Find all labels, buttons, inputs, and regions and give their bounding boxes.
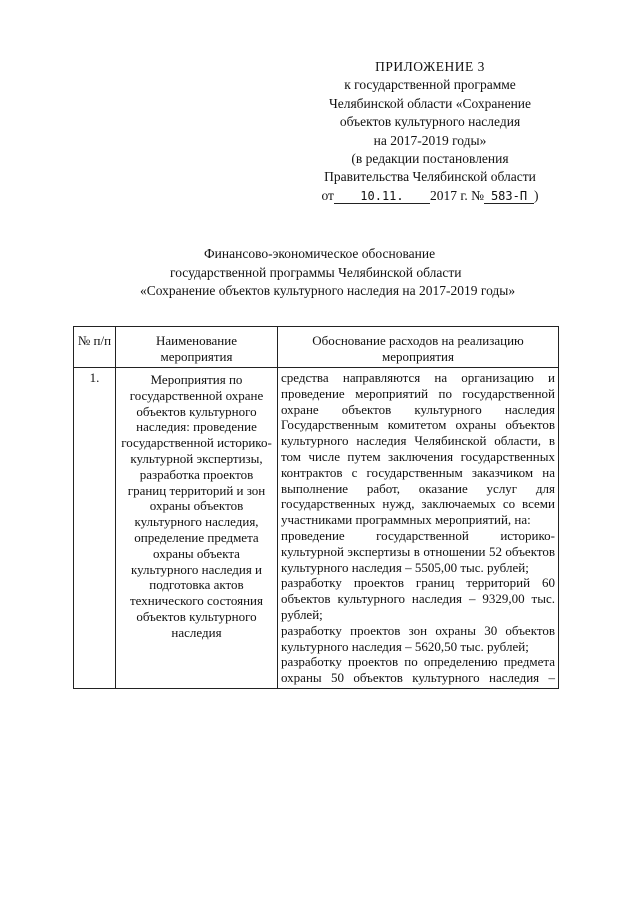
row-name: Мероприятия по государственной охране объектов культурного наследия: проведение государственной историко-культурной экспертизы, разработка проектов границ территорий и зон охраны объектов культурного наследия, определение предмета охраны объекта культурного наследия и подготовка актов технического состояния объектов культурного наследия <box>116 368 278 689</box>
financial-table <box>73 326 559 689</box>
justification-paragraph: разработку проектов границ территорий 60 объектов культурного наследия – 9329,00 тыс. рублей; <box>281 575 555 622</box>
document-heading <box>120 245 560 301</box>
table-header-row <box>74 327 559 368</box>
resolution-date-line <box>321 187 538 205</box>
justification-paragraph: проведение государственной историко-культурной экспертизы в отношении 52 объектов культурного наследия – 5505,00 тыс. рублей; <box>281 527 555 575</box>
resolution-date: 10.11. <box>334 189 430 204</box>
table-row <box>74 368 559 689</box>
appendix-line: Челябинской области «Сохранение <box>328 95 532 111</box>
appendix-block <box>300 58 560 205</box>
appendix-line: к государственной программе <box>344 77 516 93</box>
appendix-line: Правительства Челябинской области <box>324 169 536 185</box>
justification-paragraph: разработку проектов зон охраны 30 объектов культурного наследия – 5620,50 тыс. рублей; <box>281 622 555 654</box>
appendix-title: ПРИЛОЖЕНИЕ 3 <box>375 59 485 74</box>
row-justification <box>278 368 559 689</box>
appendix-line: объектов культурного наследия <box>339 114 521 130</box>
justification-paragraph: разработку проектов по определению предмета охраны 50 объектов культурного наследия – <box>281 654 555 686</box>
header-justification: Обоснование расходов на реализацию мероприятия <box>278 327 559 368</box>
header-num: № п/п <box>74 327 116 368</box>
close-paren: ) <box>534 187 539 203</box>
heading-line-3: «Сохранение объектов культурного наследия на 2017-2019 годы» <box>140 283 516 298</box>
justification-paragraph: средства направляются на организацию и проведение мероприятий по государственной охране объектов культурного наследия Государственным комитетом охраны объектов культурного наследия Челябинской области, в том числе путем заключения государственных контрактов с государственным заказчиком на выполнение работ, оказание услуг для государственных нужд, заключаемых со всеми участниками программных мероприятий, на: <box>281 370 555 528</box>
appendix-line: (в редакции постановления <box>351 151 509 167</box>
header-name: Наименование мероприятия <box>116 327 278 368</box>
heading-line-1: Финансово-экономическое обоснование <box>204 246 436 261</box>
resolution-number: 583-П <box>484 189 534 204</box>
from-prefix: от <box>321 187 334 203</box>
heading-line-2: государственной программы Челябинской области <box>170 264 462 280</box>
row-num: 1. <box>74 368 116 689</box>
year-text: 2017 г. № <box>429 187 484 203</box>
appendix-line: на 2017-2019 годы» <box>373 132 487 148</box>
